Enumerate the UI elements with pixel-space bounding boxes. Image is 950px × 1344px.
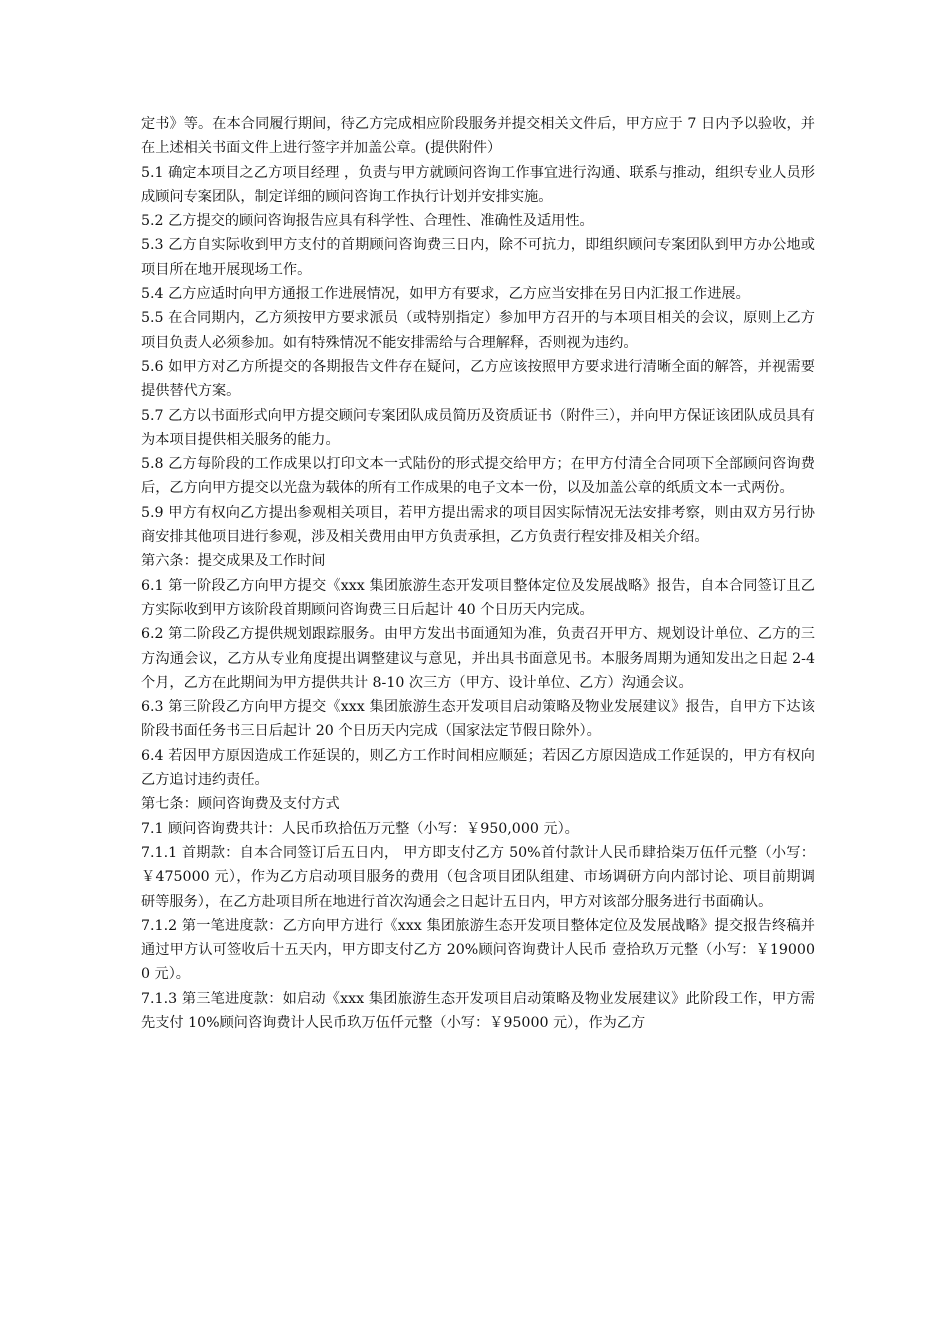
clause-6-2: 6.2 第二阶段乙方提供规划跟踪服务。由甲方发出书面通知为准，负责召开甲方、规划设计单位、乙方的三方沟通会议，乙方从专业角度提出调整建议与意见，并出具书面意见书。本服务周期为通知发出之日起 2-4 个月，乙方在此期间为甲方提供共计 8-10 次三方（甲方、设计单位、乙方）沟通会议。 xyxy=(141,626,815,691)
clause-5-4: 5.4 乙方应适时向甲方通报工作进展情况，如甲方有要求，乙方应当安排在另日内汇报工作进展。 xyxy=(141,286,750,303)
clause-5-3: 5.3 乙方自实际收到甲方支付的首期顾问咨询费三日内，除不可抗力，即组织顾问专案团队到甲方办公地或项目所在地开展现场工作。 xyxy=(141,237,815,278)
clause-7-1-3: 7.1.3 第三笔进度款：如启动《xxx 集团旅游生态开发项目启动策略及物业发展建议》此阶段工作，甲方需先支付 10%顾问咨询费计人民币玖万伍仟元整（小写：￥95000 元），作为乙方 xyxy=(141,990,815,1031)
clause-6-4: 6.4 若因甲方原因造成工作延误的，则乙方工作时间相应顺延；若因乙方原因造成工作延误的，甲方有权向乙方追讨违约责任。 xyxy=(141,747,815,789)
clause-6-1: 6.1 第一阶段乙方向甲方提交《xxx 集团旅游生态开发项目整体定位及发展战略》报告，自本合同签订且乙方实际收到甲方该阶段首期顾问咨询费三日后起计 40 个日历天内完成。 xyxy=(141,577,815,618)
clause-7-1-2: 7.1.2 第一笔进度款：乙方向甲方进行《xxx 集团旅游生态开发项目整体定位及发展战略》提交报告终稿并通过甲方认可签收后十五天内，甲方即支付乙方 20%顾问咨询费计人民币 壹拾玖万元整（小写：￥190000 元）。 xyxy=(141,917,815,983)
clause-7-1: 7.1 顾问咨询费共计：人民币玖拾伍万元整（小写：￥950,000 元）。 xyxy=(141,820,579,837)
clause-6-3: 6.3 第三阶段乙方向甲方提交《xxx 集团旅游生态开发项目启动策略及物业发展建议》报告，自甲方下达该阶段书面任务书三日后起计 20 个日历天内完成（国家法定节假日除外）。 xyxy=(141,699,815,740)
article-6-heading: 第六条：提交成果及工作时间 xyxy=(141,553,326,570)
clause-5-2: 5.2 乙方提交的顾问咨询报告应具有科学性、合理性、准确性及适用性。 xyxy=(141,213,594,230)
clause-7-1-1: 7.1.1 首期款：自本合同签订后五日内， 甲方即支付乙方 50%首付款计人民币肆拾柒万伍仟元整（小写：￥475000 元），作为乙方启动项目服务的费用（包含项目团队组建、市场调研方向内部讨论、项目前期调研等服务），在乙方赴项目所在地进行首次沟通会之日起计五日内，甲方对该部分服务进行书面确认。 xyxy=(141,844,815,910)
paragraph-continuation: 定书》等。在本合同履行期间，待乙方完成相应阶段服务并提交相关文件后，甲方应于 7 日内予以验收，并在上述相关书面文件上进行签字并加盖公章。(提供附件） xyxy=(141,116,815,157)
clause-5-6: 5.6 如甲方对乙方所提交的各期报告文件存在疑问，乙方应该按照甲方要求进行清晰全面的解答，并视需要提供替代方案。 xyxy=(141,358,815,400)
clause-5-8: 5.8 乙方每阶段的工作成果以打印文本一式陆份的形式提交给甲方；在甲方付清全合同项下全部顾问咨询费后，乙方向甲方提交以光盘为载体的所有工作成果的电子文本一份，以及加盖公章的纸质文本一式两份。 xyxy=(141,456,815,497)
article-7-heading: 第七条：顾问咨询费及支付方式 xyxy=(141,796,340,813)
clause-5-9: 5.9 甲方有权向乙方提出参观相关项目，若甲方提出需求的项目因实际情况无法安排考察，则由双方另行协商安排其他项目进行参观，涉及相关费用由甲方负责承担，乙方负责行程安排及相关介绍。 xyxy=(141,504,815,546)
clause-5-1: 5.1 确定本项目之乙方项目经理 ，负责与甲方就顾问咨询工作事宜进行沟通、联系与推动，组织专业人员形成顾问专案团队，制定详细的顾问咨询工作执行计划并安排实施。 xyxy=(141,164,815,205)
document-page xyxy=(141,112,815,1035)
clause-5-5: 5.5 在合同期内，乙方须按甲方要求派员（或特别指定）参加甲方召开的与本项目相关的会议，原则上乙方项目负责人必须参加。如有特殊情况不能安排需给与合理解释，否则视为违约。 xyxy=(141,310,815,351)
clause-5-7: 5.7 乙方以书面形式向甲方提交顾问专案团队成员简历及资质证书（附件三），并向甲方保证该团队成员具有为本项目提供相关服务的能力。 xyxy=(141,407,815,448)
